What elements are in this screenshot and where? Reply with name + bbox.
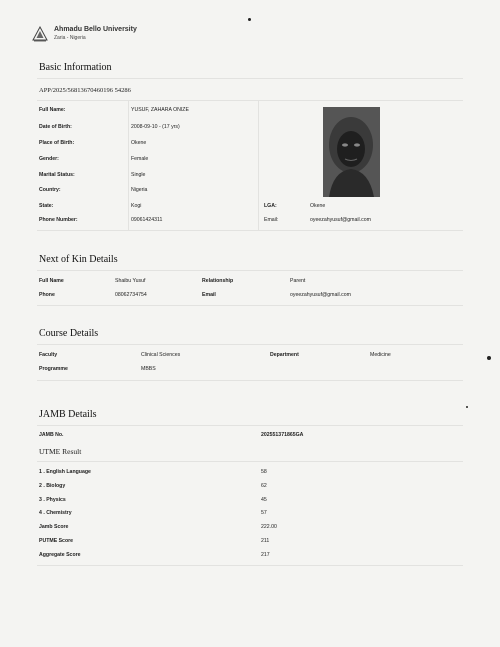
faculty-label: Faculty xyxy=(39,352,58,358)
subject-english-score: 58 xyxy=(261,469,267,475)
lga-value: Okene xyxy=(310,203,326,209)
scan-speck xyxy=(466,406,468,408)
programme-value: MBBS xyxy=(141,366,156,372)
department-value: Medicine xyxy=(370,352,391,358)
jamb-no-value: 202551371865GA xyxy=(261,432,304,438)
table-grid-line xyxy=(128,100,129,230)
scan-speck xyxy=(487,356,491,360)
place-of-birth-value: Okene xyxy=(131,140,147,146)
dob-label: Date of Birth: xyxy=(39,124,72,130)
gender-value: Female xyxy=(131,156,149,162)
course-details-title: Course Details xyxy=(39,328,99,339)
scan-speck xyxy=(248,18,251,21)
subject-physics-label: 3 . Physics xyxy=(39,497,66,503)
jamb-no-label: JAMB No. xyxy=(39,432,64,438)
utme-result-title: UTME Result xyxy=(39,447,82,456)
full-name-label: Full Name: xyxy=(39,107,66,113)
kin-relationship-label: Relationship xyxy=(202,278,234,284)
university-location: Zaria - Nigeria xyxy=(54,35,86,41)
subject-biology-score: 62 xyxy=(261,483,267,489)
country-value: Nigeria xyxy=(131,187,148,193)
state-value: Kogi xyxy=(131,203,142,209)
kin-phone-value: 08062734754 xyxy=(115,292,147,298)
divider xyxy=(37,461,463,462)
divider xyxy=(37,380,463,381)
email-value: oyeezahyusuf@gmail.com xyxy=(310,217,371,223)
faculty-value: Clinical Sciences xyxy=(141,352,181,358)
aggregate-score-value: 217 xyxy=(261,552,270,558)
next-of-kin-title: Next of Kin Details xyxy=(39,254,118,265)
phone-value: 09061424311 xyxy=(131,217,163,223)
lga-label: LGA: xyxy=(264,203,277,209)
email-label: Email: xyxy=(264,217,279,223)
table-grid-line xyxy=(258,100,259,230)
gender-label: Gender: xyxy=(39,156,59,162)
subject-english-label: 1 . English Language xyxy=(39,469,91,475)
full-name-value: YUSUF, ZAHARA ONIZE xyxy=(131,107,189,113)
kin-name-value: Shaibu Yusuf xyxy=(115,278,146,284)
subject-physics-score: 45 xyxy=(261,497,267,503)
department-label: Department xyxy=(270,352,299,358)
basic-info-title: Basic Information xyxy=(39,62,112,73)
subject-chemistry-score: 57 xyxy=(261,510,267,516)
place-of-birth-label: Place of Birth: xyxy=(39,140,75,146)
divider xyxy=(37,425,463,426)
kin-name-label: Full Name xyxy=(39,278,64,284)
divider xyxy=(37,305,463,306)
divider xyxy=(37,565,463,566)
passport-photo xyxy=(323,107,380,197)
kin-email-label: Email xyxy=(202,292,216,298)
university-logo xyxy=(32,26,48,42)
marital-status-label: Marital Status: xyxy=(39,172,75,178)
subject-chemistry-label: 4 . Chemistry xyxy=(39,510,72,516)
jamb-details-title: JAMB Details xyxy=(39,409,97,420)
phone-label: Phone Number: xyxy=(39,217,78,223)
marital-status-value: Single xyxy=(131,172,146,178)
jamb-score-value: 222.00 xyxy=(261,524,277,530)
divider xyxy=(37,230,463,231)
aggregate-score-label: Aggregate Score xyxy=(39,552,81,558)
putme-score-value: 211 xyxy=(261,538,270,544)
kin-relationship-value: Parent xyxy=(290,278,306,284)
divider xyxy=(37,100,463,101)
divider xyxy=(37,270,463,271)
kin-phone-label: Phone xyxy=(39,292,55,298)
divider xyxy=(37,344,463,345)
divider xyxy=(37,78,463,79)
application-number: APP/2025/56813670460196 54286 xyxy=(39,87,131,94)
putme-score-label: PUTME Score xyxy=(39,538,74,544)
state-label: State: xyxy=(39,203,54,209)
kin-email-value: oyeezahyusuf@gmail.com xyxy=(290,292,351,298)
programme-label: Programme xyxy=(39,366,68,372)
jamb-score-label: Jamb Score xyxy=(39,524,69,530)
dob-value: 2008-09-10 - (17 yrs) xyxy=(131,124,180,130)
university-name: Ahmadu Bello University xyxy=(54,26,137,33)
country-label: Country: xyxy=(39,187,61,193)
subject-biology-label: 2 . Biology xyxy=(39,483,66,489)
